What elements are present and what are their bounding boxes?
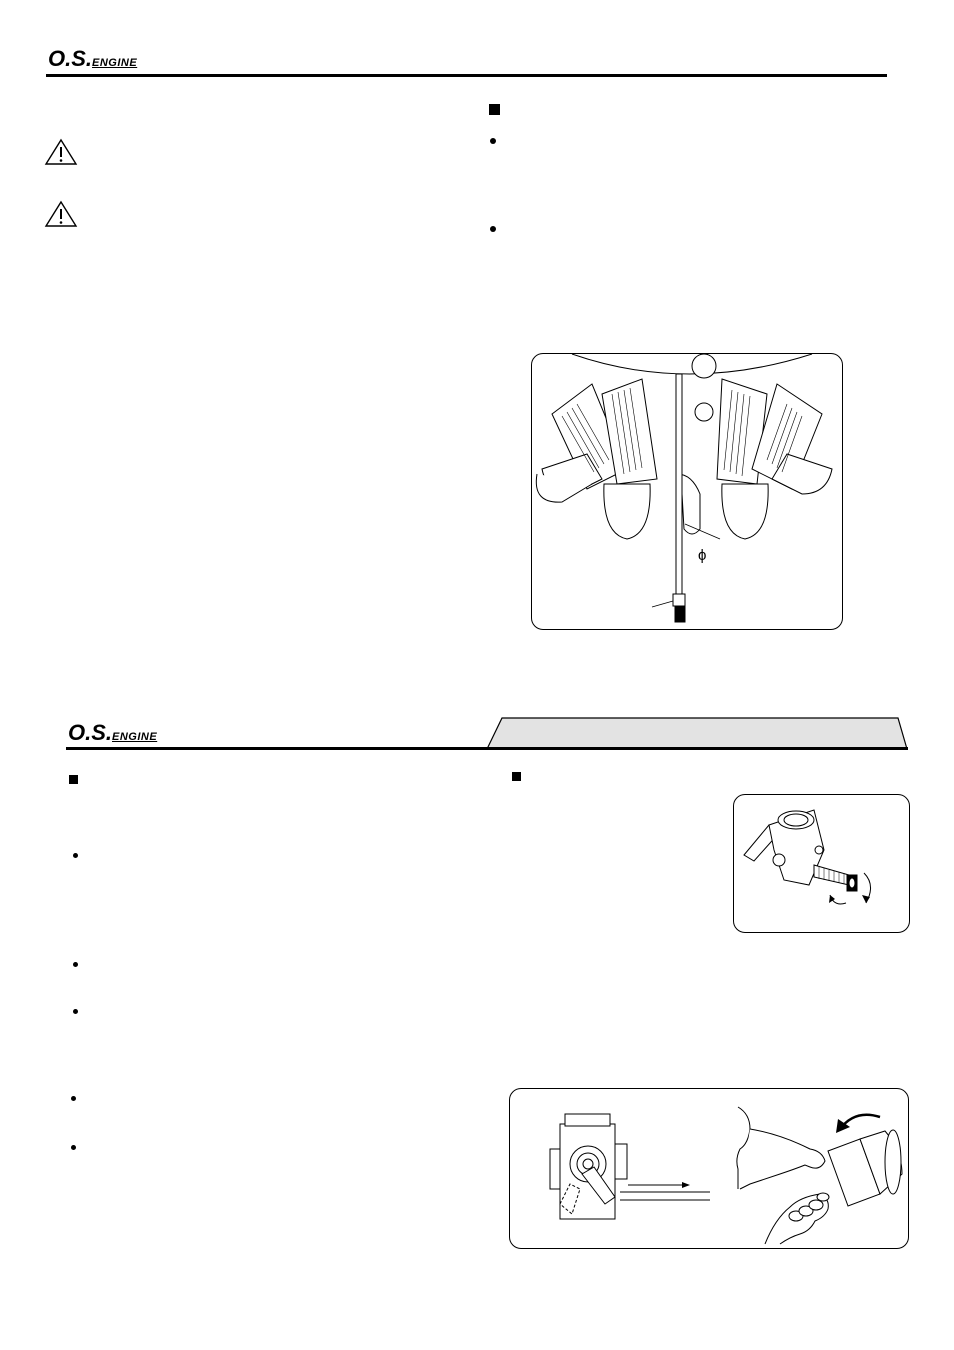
bottom-logo-main: O.S. [68,720,113,745]
engine-cylinders-illustration [532,354,842,629]
bullet-icon [73,962,78,967]
top-logo-sub: ENGINE [92,57,138,69]
bullet-icon [71,1096,76,1101]
hands-carburetor-illustration [510,1089,908,1248]
bullet-icon [73,853,78,858]
carburetor-rotation-figure [509,1088,909,1249]
top-logo-main: O.S. [48,46,93,71]
header-tab [486,717,908,750]
carburetor-needle-figure [733,794,910,933]
carburetor-illustration [734,795,909,932]
bottom-logo-sub: ENGINE [112,731,158,743]
bottom-logo [68,720,157,746]
warning-triangle-icon [44,138,78,166]
section-square-icon [489,104,500,115]
top-logo [48,46,137,72]
section-square-icon [512,772,521,781]
diameter-symbol: ϕ [698,547,707,564]
warning-triangle-icon [44,200,78,228]
engine-tube-figure [531,353,843,630]
bullet-icon [73,1009,78,1014]
top-header-rule [46,74,887,77]
bullet-icon [490,138,496,144]
bullet-icon [71,1145,76,1150]
bottom-header-rule [66,747,908,750]
bullet-icon [490,226,496,232]
section-square-icon [69,775,78,784]
